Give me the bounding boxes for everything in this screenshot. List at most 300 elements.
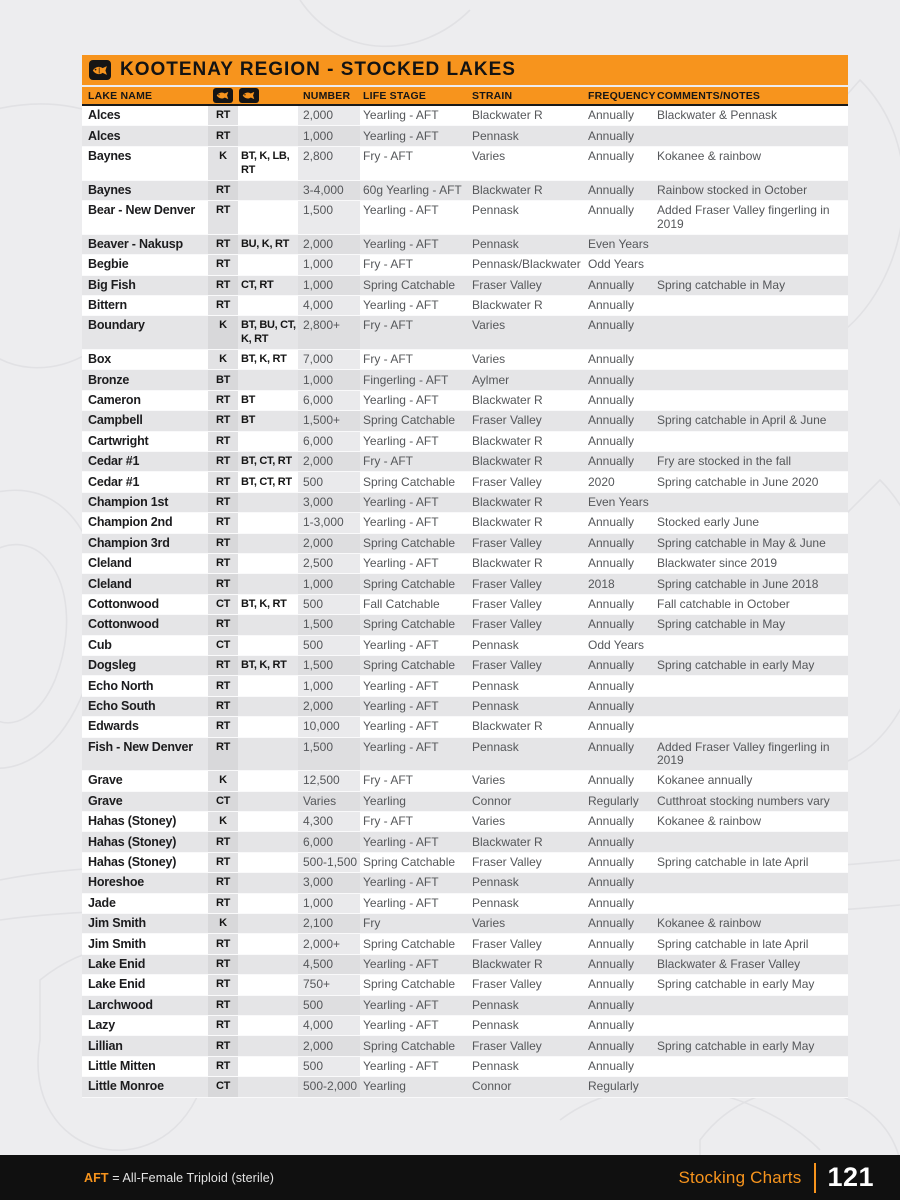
species-other-cell	[238, 955, 298, 974]
species-primary-cell: RT	[208, 1036, 238, 1055]
strain-cell: Varies	[472, 148, 506, 163]
frequency-cell: Annually	[588, 658, 635, 673]
species-primary-cell: RT	[208, 255, 238, 274]
comments-cell: Spring catchable in April & June	[657, 413, 827, 428]
comments-cell: Blackwater & Fraser Valley	[657, 956, 801, 971]
lake-name-cell: Echo North	[88, 678, 154, 693]
life-stage-cell: Spring Catchable	[363, 658, 456, 673]
strain-cell: Blackwater R	[472, 719, 543, 734]
comments-cell: Rainbow stocked in October	[657, 182, 808, 197]
species-other-cell: BT	[241, 414, 256, 427]
lake-name-cell: Lazy	[88, 1018, 115, 1033]
frequency-cell: Annually	[588, 372, 635, 387]
number-cell: 500	[298, 996, 360, 1015]
frequency-cell: Annually	[588, 936, 635, 951]
number-cell: Varies	[298, 792, 360, 811]
species-primary-cell: RT	[208, 955, 238, 974]
species-primary-cell: RT	[208, 534, 238, 553]
life-stage-cell: Yearling - AFT	[363, 719, 439, 734]
species-other-cell	[238, 914, 298, 933]
frequency-cell: Annually	[588, 393, 635, 408]
strain-cell: Pennask	[472, 637, 519, 652]
species-primary-cell: RT	[208, 717, 238, 736]
life-stage-cell: Yearling - AFT	[363, 698, 439, 713]
species-other-cell	[238, 106, 298, 125]
species-primary-cell: RT	[208, 975, 238, 994]
strain-cell: Blackwater R	[472, 556, 543, 571]
strain-cell: Varies	[472, 318, 506, 333]
comments-cell	[653, 1016, 848, 1035]
species-other-cell	[238, 513, 298, 532]
table-row	[82, 106, 848, 126]
species-other-cell	[238, 812, 298, 831]
species-primary-cell: RT	[208, 832, 238, 851]
table-row	[82, 873, 848, 893]
life-stage-cell: Yearling - AFT	[363, 203, 439, 218]
lake-name-cell: Hahas (Stoney)	[88, 834, 177, 849]
species-primary-cell: BT	[208, 370, 238, 389]
species-other-cell	[238, 832, 298, 851]
number-cell: 500	[298, 595, 360, 614]
species-primary-cell: RT	[208, 656, 238, 675]
number-cell: 1,000	[298, 126, 360, 145]
number-cell: 750+	[298, 975, 360, 994]
number-cell: 3,000	[298, 873, 360, 892]
table-row	[82, 235, 848, 255]
lake-name-cell: Alces	[88, 108, 121, 123]
number-cell: 4,500	[298, 955, 360, 974]
number-cell: 2,000	[298, 697, 360, 716]
comments-cell: Kokanee & rainbow	[657, 148, 762, 163]
number-cell: 2,800	[298, 147, 360, 180]
lake-name-cell: Baynes	[88, 182, 132, 197]
comments-cell	[653, 894, 848, 913]
strain-cell: Blackwater R	[472, 108, 543, 123]
col-header-lake-name: LAKE NAME	[88, 89, 153, 102]
species-primary-cell: RT	[208, 554, 238, 573]
frequency-cell: Odd Years	[588, 637, 645, 652]
comments-cell	[653, 296, 848, 315]
life-stage-cell: Yearling - AFT	[363, 1058, 439, 1073]
frequency-cell: Annually	[588, 128, 635, 143]
frequency-cell: Annually	[588, 997, 635, 1012]
frequency-cell: Annually	[588, 1058, 635, 1073]
strain-cell: Fraser Valley	[472, 855, 542, 870]
strain-cell: Fraser Valley	[472, 617, 542, 632]
frequency-cell: Annually	[588, 739, 635, 754]
lake-name-cell: Big Fish	[88, 277, 136, 292]
comments-cell: Cutthroat stocking numbers vary	[657, 793, 830, 808]
table-row	[82, 832, 848, 852]
frequency-cell: Annually	[588, 535, 635, 550]
strain-cell: Blackwater R	[472, 834, 543, 849]
comments-cell	[653, 391, 848, 410]
frequency-cell: Annually	[588, 596, 635, 611]
frequency-cell: Annually	[588, 298, 635, 313]
comments-cell	[653, 676, 848, 695]
table-row	[82, 656, 848, 676]
frequency-cell: Annually	[588, 834, 635, 849]
species-primary-cell: RT	[208, 106, 238, 125]
life-stage-cell: Spring Catchable	[363, 977, 456, 992]
species-other-cell	[238, 676, 298, 695]
species-other-cell	[238, 771, 298, 790]
life-stage-cell: Fry - AFT	[363, 814, 413, 829]
life-stage-cell: Spring Catchable	[363, 936, 456, 951]
frequency-cell: Annually	[588, 148, 635, 163]
lake-name-cell: Bronze	[88, 372, 130, 387]
comments-cell: Spring catchable in June 2018	[657, 576, 819, 591]
number-cell: 1,000	[298, 676, 360, 695]
strain-cell: Fraser Valley	[472, 277, 542, 292]
strain-cell: Fraser Valley	[472, 596, 542, 611]
comments-cell: Spring catchable in early May	[657, 658, 815, 673]
lake-name-cell: Little Monroe	[88, 1079, 164, 1094]
life-stage-cell: Yearling - AFT	[363, 128, 439, 143]
comments-cell	[653, 717, 848, 736]
footnote-definition: = All-Female Triploid (sterile)	[112, 1170, 275, 1185]
frequency-cell: 2018	[588, 576, 615, 591]
frequency-cell: Even Years	[588, 495, 649, 509]
species-other-cell: BT, K, RT	[241, 659, 287, 672]
number-cell: 4,000	[298, 296, 360, 315]
life-stage-cell: Yearling	[363, 1079, 406, 1094]
species-other-cell	[238, 717, 298, 736]
table-row	[82, 452, 848, 472]
species-other-cell	[238, 554, 298, 573]
strain-cell: Pennask	[472, 875, 519, 890]
life-stage-cell: Yearling - AFT	[363, 834, 439, 849]
species-primary-cell: RT	[208, 697, 238, 716]
table-row	[82, 894, 848, 914]
comments-cell: Spring catchable in late April	[657, 855, 809, 870]
lake-name-cell: Fish - New Denver	[88, 739, 193, 754]
species-other-cell: BT, CT, RT	[241, 455, 292, 468]
life-stage-cell: Yearling - AFT	[363, 637, 439, 652]
frequency-cell: Annually	[588, 1018, 635, 1033]
life-stage-cell: Spring Catchable	[363, 277, 456, 292]
number-cell: 6,000	[298, 391, 360, 410]
species-primary-cell: RT	[208, 676, 238, 695]
table-row	[82, 1016, 848, 1036]
table-row	[82, 255, 848, 275]
table-row	[82, 1077, 848, 1097]
lake-name-cell: Little Mitten	[88, 1058, 156, 1073]
number-cell: 1,500	[298, 201, 360, 234]
species-other-cell	[238, 738, 298, 771]
strain-cell: Pennask	[472, 203, 519, 218]
comments-cell	[653, 697, 848, 716]
table-row	[82, 432, 848, 452]
table-row	[82, 914, 848, 934]
species-other-cell: BT, K, RT	[241, 597, 287, 610]
life-stage-cell: Yearling - AFT	[363, 997, 439, 1012]
species-primary-cell: CT	[208, 595, 238, 614]
section-title: Stocking Charts	[678, 1167, 802, 1187]
frequency-cell: Annually	[588, 203, 635, 218]
lake-name-cell: Dogsleg	[88, 658, 136, 673]
strain-cell: Varies	[472, 916, 506, 931]
species-other-cell: BT	[241, 394, 256, 407]
species-other-cell	[238, 636, 298, 655]
life-stage-cell: Yearling - AFT	[363, 875, 439, 890]
comments-cell: Spring catchable in May	[657, 277, 786, 292]
strain-cell: Blackwater R	[472, 433, 543, 448]
strain-cell: Pennask	[472, 739, 519, 754]
life-stage-cell: Yearling - AFT	[363, 393, 439, 408]
frequency-cell: Annually	[588, 875, 635, 890]
lake-name-cell: Campbell	[88, 413, 143, 428]
comments-cell: Spring catchable in June 2020	[657, 474, 819, 489]
life-stage-cell: Yearling - AFT	[363, 895, 439, 910]
table-row	[82, 771, 848, 791]
table-row	[82, 147, 848, 181]
lake-name-cell: Jim Smith	[88, 936, 146, 951]
strain-cell: Pennask/Blackwater	[472, 257, 581, 272]
number-cell: 1,000	[298, 574, 360, 593]
lake-name-cell: Champion 2nd	[88, 515, 173, 530]
table-row	[82, 276, 848, 296]
species-other-cell	[238, 432, 298, 451]
col-header-frequency: FREQUENCY	[588, 89, 656, 102]
strain-cell: Blackwater R	[472, 182, 543, 197]
life-stage-cell: Spring Catchable	[363, 1038, 456, 1053]
frequency-cell: Annually	[588, 182, 635, 197]
comments-cell	[653, 316, 848, 349]
number-cell: 12,500	[298, 771, 360, 790]
frequency-cell: Annually	[588, 977, 635, 992]
number-cell: 2,000	[298, 534, 360, 553]
species-primary-cell: RT	[208, 235, 238, 254]
table-row	[82, 717, 848, 737]
species-primary-cell: RT	[208, 296, 238, 315]
table-row	[82, 316, 848, 350]
lake-name-cell: Grave	[88, 773, 123, 788]
species-primary-cell: K	[208, 316, 238, 349]
strain-cell: Pennask	[472, 1018, 519, 1033]
species-other-cell	[238, 853, 298, 872]
species-other-cell	[238, 574, 298, 593]
comments-cell: Spring catchable in May & June	[657, 535, 826, 550]
comments-cell	[653, 832, 848, 851]
species-primary-cell: RT	[208, 181, 238, 200]
life-stage-cell: Fry	[363, 916, 381, 931]
table-row	[82, 812, 848, 832]
col-header-comments: COMMENTS/NOTES	[657, 89, 761, 102]
life-stage-cell: Yearling - AFT	[363, 556, 439, 571]
number-cell: 500	[298, 1057, 360, 1076]
species-primary-cell: RT	[208, 574, 238, 593]
species-primary-cell: RT	[208, 472, 238, 491]
lake-name-cell: Beaver - Nakusp	[88, 236, 183, 251]
species-primary-cell: CT	[208, 1077, 238, 1096]
species-primary-cell: RT	[208, 201, 238, 234]
life-stage-cell: Spring Catchable	[363, 617, 456, 632]
frequency-cell: Odd Years	[588, 257, 645, 272]
comments-cell: Fall catchable in October	[657, 596, 790, 611]
lake-name-cell: Cartwright	[88, 433, 149, 448]
strain-cell: Fraser Valley	[472, 977, 542, 992]
comments-cell	[653, 432, 848, 451]
species-other-cell	[238, 1077, 298, 1096]
frequency-cell: Annually	[588, 956, 635, 971]
frequency-cell: Annually	[588, 698, 635, 713]
frequency-cell: Regularly	[588, 793, 639, 808]
table-header-row	[82, 87, 848, 106]
species-other-cell	[238, 873, 298, 892]
frequency-cell: Annually	[588, 352, 635, 367]
species-primary-cell: RT	[208, 391, 238, 410]
life-stage-cell: Fry - AFT	[363, 257, 413, 272]
species-other-cell	[238, 934, 298, 953]
lake-name-cell: Champion 3rd	[88, 535, 170, 550]
frequency-cell: 2020	[588, 474, 615, 489]
species-primary-cell: RT	[208, 452, 238, 471]
number-cell: 2,000+	[298, 934, 360, 953]
lake-name-cell: Alces	[88, 128, 121, 143]
lake-name-cell: Lillian	[88, 1038, 123, 1053]
table-row	[82, 853, 848, 873]
life-stage-cell: Yearling - AFT	[363, 108, 439, 123]
number-cell: 2,100	[298, 914, 360, 933]
table-row	[82, 676, 848, 696]
number-cell: 1,000	[298, 276, 360, 295]
comments-cell	[653, 636, 848, 655]
table-row	[82, 615, 848, 635]
frequency-cell: Annually	[588, 814, 635, 829]
table-row	[82, 1036, 848, 1056]
strain-cell: Fraser Valley	[472, 936, 542, 951]
lake-name-cell: Jim Smith	[88, 916, 146, 931]
strain-cell: Pennask	[472, 236, 519, 251]
page-footer	[0, 1155, 900, 1200]
col-header-strain: STRAIN	[472, 89, 513, 102]
species-primary-cell: RT	[208, 432, 238, 451]
species-primary-cell: K	[208, 914, 238, 933]
number-cell: 500	[298, 636, 360, 655]
strain-cell: Fraser Valley	[472, 413, 542, 428]
frequency-cell: Annually	[588, 1038, 635, 1053]
number-cell: 10,000	[298, 717, 360, 736]
comments-cell	[653, 255, 848, 274]
species-other-cell	[238, 493, 298, 512]
life-stage-cell: Fry - AFT	[363, 773, 413, 788]
number-cell: 1,000	[298, 894, 360, 913]
comments-cell: Kokanee & rainbow	[657, 814, 762, 829]
frequency-cell: Annually	[588, 413, 635, 428]
table-row	[82, 411, 848, 431]
lake-name-cell: Larchwood	[88, 997, 153, 1012]
comments-cell: Spring catchable in late April	[657, 936, 809, 951]
life-stage-cell: Yearling - AFT	[363, 739, 439, 754]
species-primary-cell: K	[208, 812, 238, 831]
species-other-cell	[238, 1036, 298, 1055]
table-row	[82, 350, 848, 370]
species-primary-cell: RT	[208, 1016, 238, 1035]
table-row	[82, 391, 848, 411]
species-primary-cell: CT	[208, 792, 238, 811]
species-other-cell	[238, 181, 298, 200]
species-primary-cell: RT	[208, 873, 238, 892]
species-other-cell	[238, 1016, 298, 1035]
number-cell: 1,000	[298, 255, 360, 274]
number-cell: 4,000	[298, 1016, 360, 1035]
number-cell: 1,500	[298, 656, 360, 675]
footnote-term: AFT	[84, 1170, 109, 1185]
species-primary-cell: RT	[208, 996, 238, 1015]
strain-cell: Pennask	[472, 678, 519, 693]
number-cell: 6,000	[298, 832, 360, 851]
species-other-cell: BT, CT, RT	[241, 475, 292, 488]
region-title-bar	[82, 55, 848, 85]
comments-cell	[653, 126, 848, 145]
comments-cell	[653, 873, 848, 892]
strain-cell: Varies	[472, 773, 506, 788]
table-row	[82, 513, 848, 533]
frequency-cell: Annually	[588, 719, 635, 734]
table-row	[82, 534, 848, 554]
lake-name-cell: Cleland	[88, 576, 132, 591]
number-cell: 1,500	[298, 738, 360, 771]
species-primary-cell: CT	[208, 636, 238, 655]
species-primary-cell: RT	[208, 615, 238, 634]
species-other-cell	[238, 996, 298, 1015]
fish-icon	[89, 60, 111, 80]
number-cell: 2,500	[298, 554, 360, 573]
lake-name-cell: Jade	[88, 895, 116, 910]
footer-divider	[814, 1163, 816, 1193]
species-other-cell	[238, 1057, 298, 1076]
comments-cell	[653, 350, 848, 369]
strain-cell: Varies	[472, 814, 506, 829]
life-stage-cell: Yearling	[363, 793, 406, 808]
species-other-cell: BT, BU, CT, K, RT	[241, 319, 296, 346]
number-cell: 500	[298, 472, 360, 491]
table-row	[82, 554, 848, 574]
strain-cell: Connor	[472, 793, 512, 808]
species-primary-cell: RT	[208, 513, 238, 532]
species-other-cell: BU, K, RT	[241, 237, 290, 250]
frequency-cell: Annually	[588, 277, 635, 292]
lake-name-cell: Baynes	[88, 148, 132, 163]
table-row	[82, 955, 848, 975]
number-cell: 2,000	[298, 106, 360, 125]
strain-cell: Varies	[472, 352, 506, 367]
comments-cell	[653, 1077, 848, 1096]
species-primary-cell: K	[208, 147, 238, 180]
life-stage-cell: Yearling - AFT	[363, 236, 439, 251]
table-row	[82, 1057, 848, 1077]
life-stage-cell: Fry - AFT	[363, 318, 413, 333]
table-row	[82, 296, 848, 316]
lake-name-cell: Echo South	[88, 698, 156, 713]
lake-name-cell: Cameron	[88, 393, 141, 408]
comments-cell: Added Fraser Valley fingerling in 2019	[657, 739, 830, 768]
frequency-cell: Annually	[588, 318, 635, 333]
species-other-cell	[238, 126, 298, 145]
species-other-cell	[238, 697, 298, 716]
col-header-species-primary	[208, 88, 238, 103]
life-stage-cell: Fall Catchable	[363, 596, 440, 611]
lake-name-cell: Bittern	[88, 298, 127, 313]
species-primary-cell: RT	[208, 934, 238, 953]
life-stage-cell: Spring Catchable	[363, 855, 456, 870]
comments-cell: Stocked early June	[657, 515, 760, 530]
strain-cell: Fraser Valley	[472, 576, 542, 591]
life-stage-cell: Yearling - AFT	[363, 298, 439, 313]
species-other-cell: CT, RT	[241, 278, 274, 291]
strain-cell: Blackwater R	[472, 495, 543, 509]
